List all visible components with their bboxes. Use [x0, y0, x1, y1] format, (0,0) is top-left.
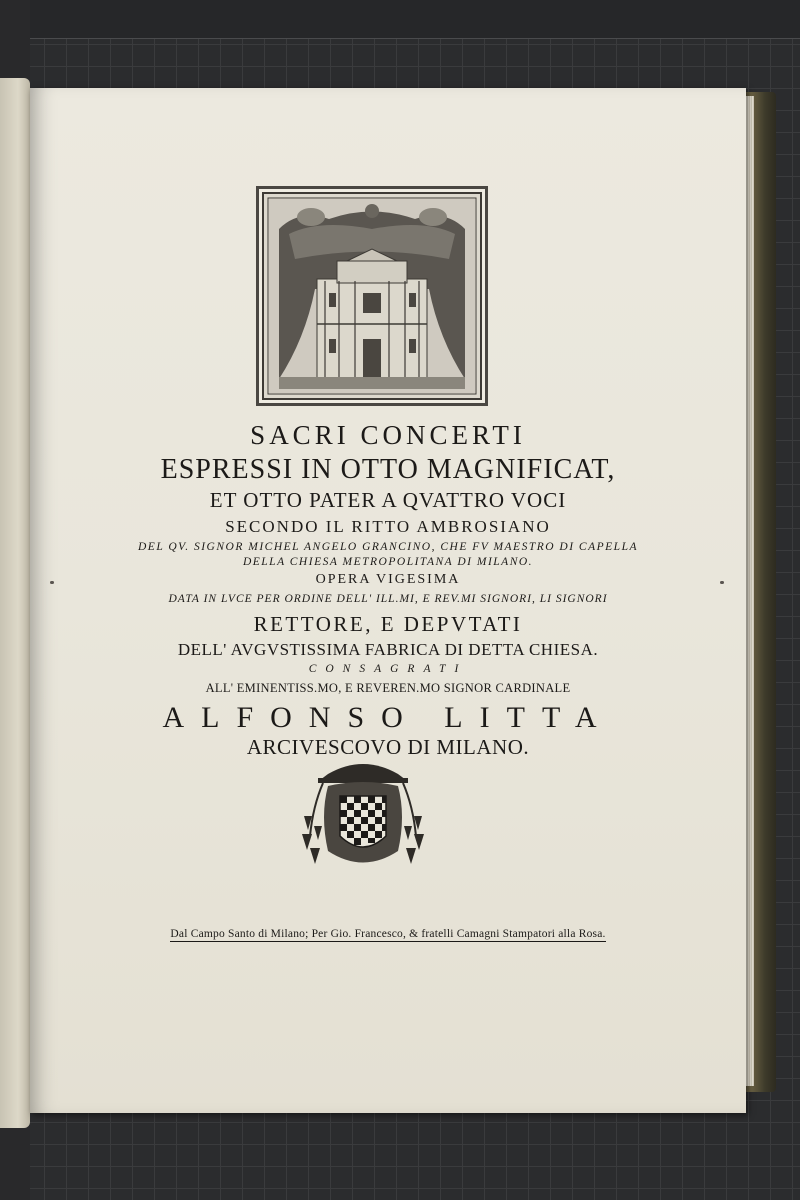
church-line: DELLA CHIESA METROPOLITANA DI MILANO. — [242, 555, 534, 568]
paper-speck — [720, 581, 724, 584]
title-page — [30, 88, 746, 1113]
left-page-sliver — [0, 78, 30, 1128]
coat-of-arms — [298, 756, 428, 876]
engraving-image — [259, 189, 485, 403]
archbishop-line: ARCIVESCOVO DI MILANO. — [246, 734, 530, 759]
title-line-2: ESPRESSI IN OTTO MAGNIFICAT, — [160, 454, 616, 485]
printer-imprint — [70, 928, 706, 940]
title-block — [70, 416, 706, 758]
composer-line: DEL QV. SIGNOR MICHEL ANGELO GRANCINO, CHE FV MAESTRO DI CAPELLA — [137, 541, 638, 553]
consagrati-line: CONSAGRATI — [308, 662, 468, 675]
coat-of-arms-image — [298, 756, 428, 876]
dedicatee-name: ALFONSO LITTA — [162, 700, 614, 734]
title-line-3: ET OTTO PATER A QVATTRO VOCI — [209, 488, 567, 512]
rettore-line: RETTORE, E DEPVTATI — [253, 611, 523, 636]
cardinale-line: ALL' EMINENTISS.MO, E REVEREN.MO SIGNOR CARDINALE — [205, 681, 571, 695]
title-line-4: SECONDO IL RITTO AMBROSIANO — [225, 517, 551, 536]
paper-speck — [50, 581, 54, 584]
opus-line: OPERA VIGESIMA — [315, 572, 461, 587]
fabrica-line: DELL' AVGVSTISSIMA FABRICA DI DETTA CHIESA. — [177, 639, 599, 659]
order-line: DATA IN LVCE PER ORDINE DELL' ILL.MI, E REV.MI SIGNORI, LI SIGNORI — [168, 593, 608, 605]
mat-top-edge — [0, 0, 800, 39]
imprint-text: Dal Campo Santo di Milano; Per Gio. Francesco, & fratelli Camagni Stampatori alla Rosa. — [170, 928, 606, 940]
title-line-1: SACRI CONCERTI — [250, 420, 526, 450]
cathedral-engraving — [256, 186, 488, 406]
